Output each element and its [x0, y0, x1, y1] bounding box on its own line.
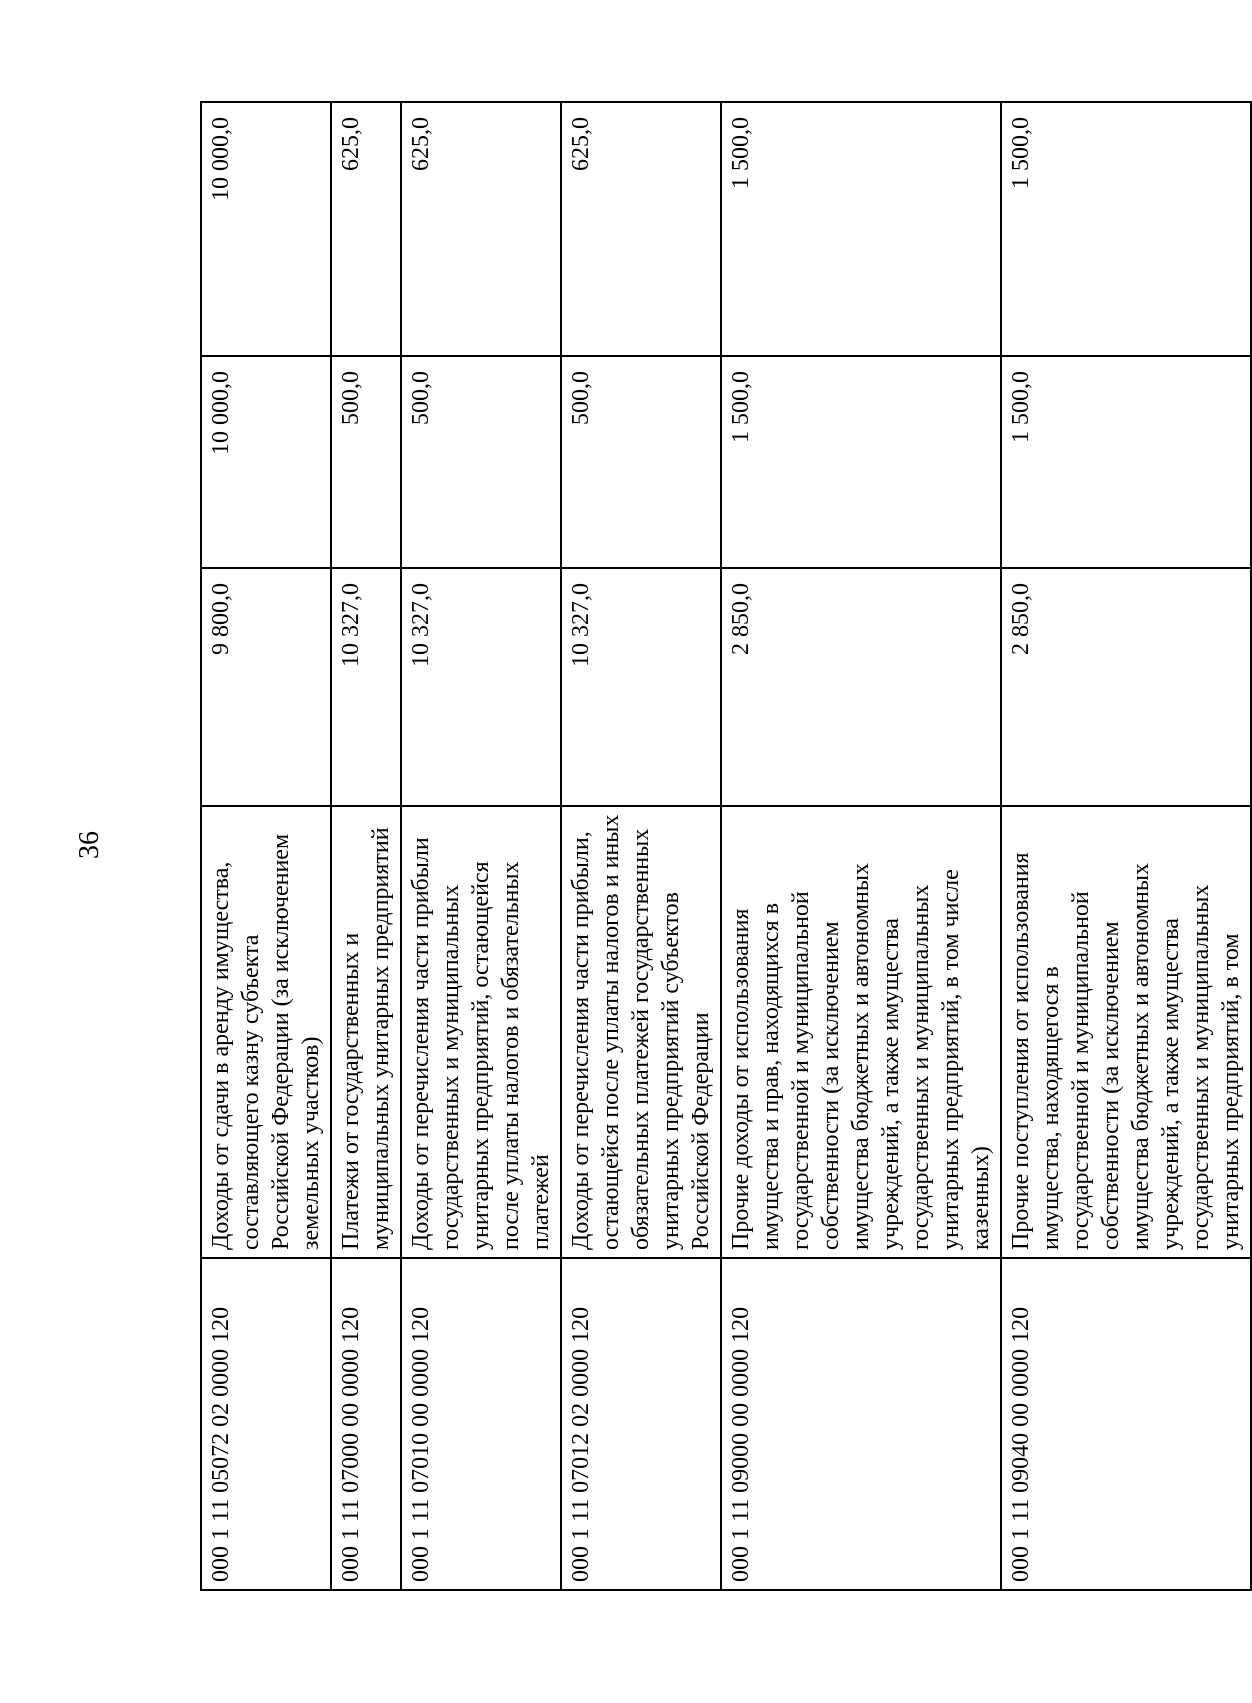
value-cell-1: 10 327,0 — [331, 568, 401, 806]
table-row — [1001, 102, 1251, 1590]
rotated-table-container — [200, 103, 1244, 1591]
name-cell: Прочие поступления от использования имущества, находящегося в государственной и муниципальной собственности (за исключением имущества бюджетных и автономных учреждений, а также имущества государственных и муниципальных унитарных предприятий, в том — [1001, 806, 1251, 1258]
name-cell: Доходы от перечисления части прибыли государственных и муниципальных унитарных предприятий, остающейся после уплаты налогов и обязательных платежей — [401, 806, 561, 1258]
value-cell-3: 625,0 — [331, 102, 401, 356]
revenue-table — [200, 101, 1252, 1591]
value-cell-1: 10 327,0 — [561, 568, 721, 806]
code-cell: 000 1 11 07010 00 0000 120 — [401, 1258, 561, 1590]
value-cell-1: 2 850,0 — [1001, 568, 1251, 806]
table-row — [721, 102, 1001, 1590]
value-cell-2: 500,0 — [401, 356, 561, 568]
name-cell: Доходы от перечисления части прибыли, остающейся после уплаты налогов и иных обязательных платежей государственных унитарных предприятий субъектов Российской Федерации — [561, 806, 721, 1258]
value-cell-2: 10 000,0 — [201, 356, 331, 568]
value-cell-3: 1 500,0 — [1001, 102, 1251, 356]
table-row — [331, 102, 401, 1590]
value-cell-3: 10 000,0 — [201, 102, 331, 356]
value-cell-1: 9 800,0 — [201, 568, 331, 806]
code-cell: 000 1 11 09000 00 0000 120 — [721, 1258, 1001, 1590]
page-number: 36 — [74, 831, 105, 859]
code-cell: 000 1 11 07012 02 0000 120 — [561, 1258, 721, 1590]
table-row — [561, 102, 721, 1590]
value-cell-2: 1 500,0 — [1001, 356, 1251, 568]
value-cell-2: 1 500,0 — [721, 356, 1001, 568]
name-cell: Доходы от сдачи в аренду имущества, составляющего казну субъекта Российской Федерации (за исключением земельных участков) — [201, 806, 331, 1258]
value-cell-3: 625,0 — [401, 102, 561, 356]
code-cell: 000 1 11 07000 00 0000 120 — [331, 1258, 401, 1590]
value-cell-2: 500,0 — [561, 356, 721, 568]
table-row — [201, 102, 331, 1590]
name-cell: Прочие доходы от использования имущества и прав, находящихся в государственной и муниципальной собственности (за исключением имущества бюджетных и автономных учреждений, а также имущества государственных и муниципальных унитарных предприятий, в том числе казенных) — [721, 806, 1001, 1258]
table-row — [401, 102, 561, 1590]
code-cell: 000 1 11 09040 00 0000 120 — [1001, 1258, 1251, 1590]
value-cell-3: 625,0 — [561, 102, 721, 356]
code-cell: 000 1 11 05072 02 0000 120 — [201, 1258, 331, 1590]
value-cell-3: 1 500,0 — [721, 102, 1001, 356]
name-cell: Платежи от государственных и муниципальных унитарных предприятий — [331, 806, 401, 1258]
value-cell-1: 2 850,0 — [721, 568, 1001, 806]
value-cell-1: 10 327,0 — [401, 568, 561, 806]
value-cell-2: 500,0 — [331, 356, 401, 568]
